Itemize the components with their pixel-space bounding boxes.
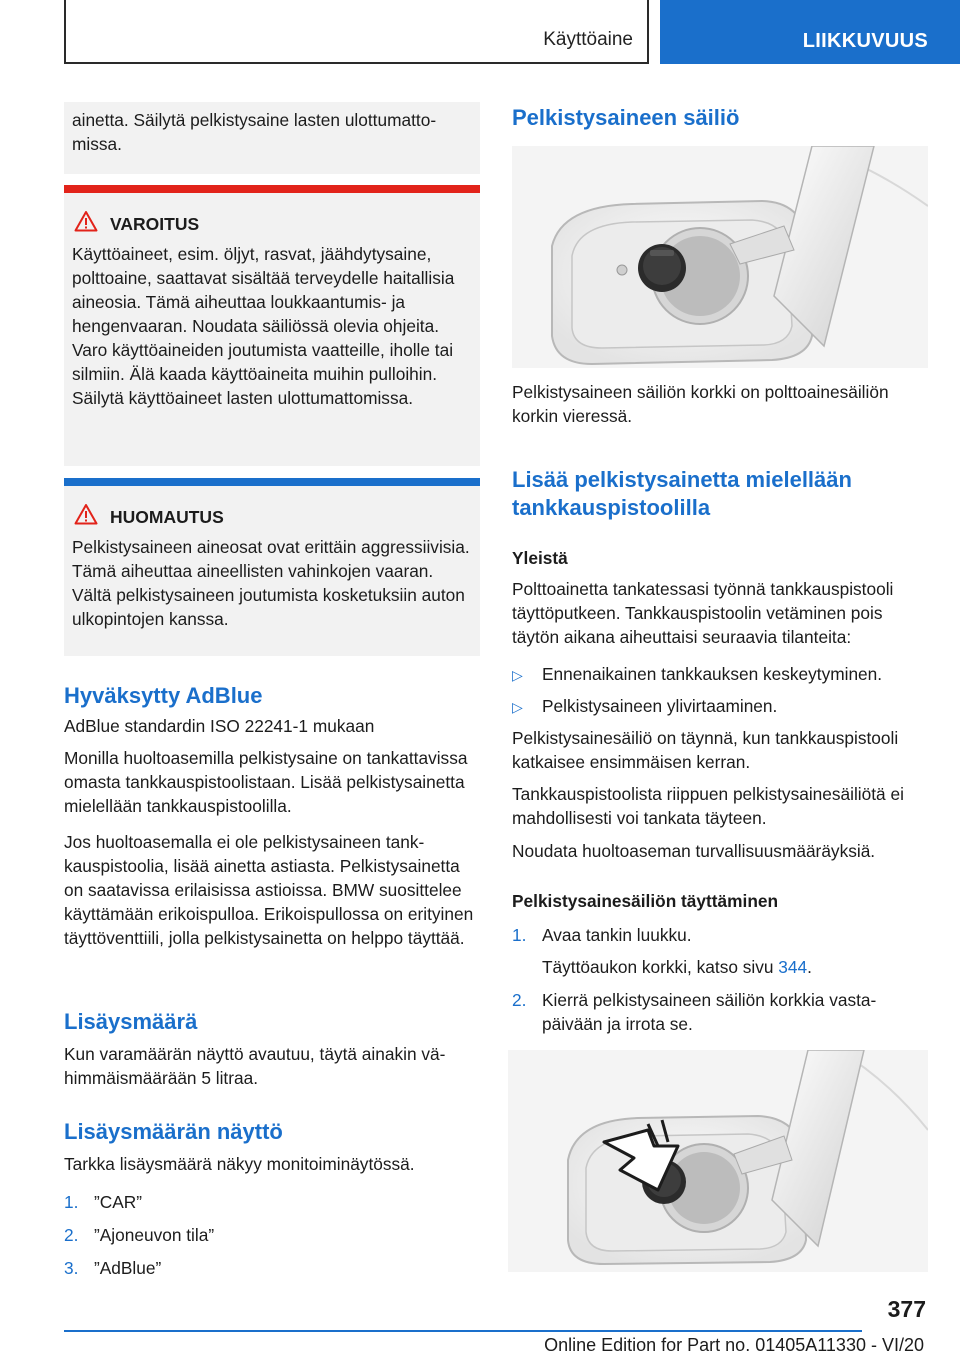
section-tab: LIIKKUVUUS xyxy=(660,0,960,64)
station-text: Tankkauspistoolista riippuen pelkistysainesäiliötä ei mahdollisesti voi tankata täyteen. xyxy=(512,784,904,828)
approved-para-1: Monilla huoltoasemilla pelkistysaine on tankattavissa omasta tankkauspistoolistaan. Lisää pelkistysainetta mielellään tankkauspistoolilla. xyxy=(64,748,468,816)
cap-removal-photo xyxy=(508,1050,928,1272)
filling-step-1-sub xyxy=(542,955,928,979)
page-link[interactable]: 344 xyxy=(778,957,808,977)
general-label: Yleistä xyxy=(512,548,568,568)
warning-title: VAROITUS xyxy=(110,214,200,234)
step-number: 1. xyxy=(512,925,527,945)
reference-text: Täyttöaukon korkki, katso sivu xyxy=(542,957,779,977)
page-header xyxy=(0,0,960,66)
notice-text: Pelkistysaineen aineosat ovat erittäin aggressiivisia. Tämä aiheuttaa aineellisten vahinkojen vaaran. Vältä pelkistysaineen joutumista kosketuksiin auton ulkopintojen kanssa. xyxy=(72,537,470,629)
footer-divider xyxy=(64,1330,862,1332)
heading-amount-display: Lisäysmäärän näyttö xyxy=(64,1119,283,1144)
triangle-bullet-icon: ▷ xyxy=(512,699,523,715)
chapter-tab xyxy=(64,0,649,64)
amount-text: Kun varamäärän näyttö avautuu, täytä ainakin vähimmäismäärään 5 litraa. xyxy=(64,1044,446,1088)
warning-triangle-icon xyxy=(74,210,98,232)
cap-removal-illustration xyxy=(508,1050,928,1272)
menu-step xyxy=(64,1190,480,1214)
safety-text: Noudata huoltoaseman turvallisuusmääräyksiä. xyxy=(512,841,876,861)
continuation-text: ainetta. Säilytä pelkistysaine lasten ulottumattomissa. xyxy=(72,110,437,154)
bullet-item xyxy=(512,662,928,687)
warning-text: Käyttöaineet, esim. öljyt, rasvat, jäähdytysaine, polttoaine, saattavat sisältää terveydelle haitallisia aineosia. Tämä aiheuttaa loukkaantumis- ja hengenvaaran. Noudata säiliössä olevia ohjeita. Varo käyttöaineiden joutumista vaatteille, iholle tai silmiin. Älä kaada käyttöaineita muihin pulloihin. Säilytä käyttöaineet lasten ulottumattomissa. xyxy=(72,244,455,408)
heading-amount: Lisäysmäärä xyxy=(64,1009,198,1034)
step-number: 2. xyxy=(512,990,527,1010)
reference-suffix: . xyxy=(807,957,812,977)
continuation-box xyxy=(64,102,480,174)
full-text: Pelkistysainesäiliö on täynnä, kun tankkauspistooli katkaisee ensimmäisen kerran. xyxy=(512,728,899,772)
notice-triangle-icon xyxy=(74,503,98,525)
triangle-bullet-icon: ▷ xyxy=(512,667,523,683)
heading-approved-adblue: Hyväksytty AdBlue xyxy=(64,683,263,708)
notice-box xyxy=(64,478,480,656)
general-text: Polttoainetta tankatessasi työnnä tankkauspistooli täyttöputkeen. Tankkauspistoolin vetäminen pois täytön aikana aiheuttaisi seuraavia tilanteita: xyxy=(512,579,894,647)
approved-para-2: Jos huoltoasemalla ei ole pelkistysaineen tankkauspistoolia, lisää ainetta astiasta. Pelkistysainetta on saatavissa erilaisissa astioissa. BMW suosittelee käyttämään erikoispulloa. Erikoispullossa on erityinen täyttöventtiili, jolla pelkistysainetta on helppo täyttää. xyxy=(64,832,474,948)
step-text: ”CAR” xyxy=(94,1192,142,1212)
bullet-text: Pelkistysaineen ylivirtaaminen. xyxy=(542,696,778,716)
step-text: Kierrä pelkistysaineen säiliön korkkia vastapäivään ja irrota se. xyxy=(542,990,877,1034)
step-number: 1. xyxy=(64,1192,79,1212)
heading-refill: Lisää pelkistysainetta mielellään tankkauspistoolilla xyxy=(512,467,852,520)
menu-step xyxy=(64,1223,480,1247)
step-text: ”Ajoneuvon tila” xyxy=(94,1225,215,1245)
filling-label: Pelkistysainesäiliön täyttäminen xyxy=(512,891,779,911)
step-number: 2. xyxy=(64,1225,79,1245)
chapter-title: Käyttöaine xyxy=(543,29,633,50)
standard-text: AdBlue standardin ISO 22241-1 mukaan xyxy=(64,716,375,736)
warning-bar xyxy=(64,185,480,193)
tank-photo xyxy=(512,146,928,368)
page-number: 377 xyxy=(887,1296,926,1322)
filling-step-1 xyxy=(512,923,928,947)
notice-bar xyxy=(64,478,480,486)
step-text: ”AdBlue” xyxy=(94,1258,162,1278)
notice-title: HUOMAUTUS xyxy=(110,507,224,527)
warning-box xyxy=(64,185,480,466)
menu-step xyxy=(64,1256,480,1280)
step-number: 3. xyxy=(64,1258,79,1278)
tank-caption: Pelkistysaineen säiliön korkki on polttoainesäiliön korkin vieressä. xyxy=(512,382,889,426)
display-text: Tarkka lisäysmäärä näkyy monitoiminäytössä. xyxy=(64,1154,415,1174)
bullet-item xyxy=(512,694,928,719)
edition-text: Online Edition for Part no. 01405A11330 - VI/20 xyxy=(544,1335,924,1355)
step-text: Avaa tankin luukku. xyxy=(542,925,692,945)
tank-illustration xyxy=(512,146,928,368)
heading-tank: Pelkistysaineen säiliö xyxy=(512,105,740,130)
bullet-text: Ennenaikainen tankkauksen keskeytyminen. xyxy=(542,664,883,684)
filling-step-2 xyxy=(512,988,928,1036)
